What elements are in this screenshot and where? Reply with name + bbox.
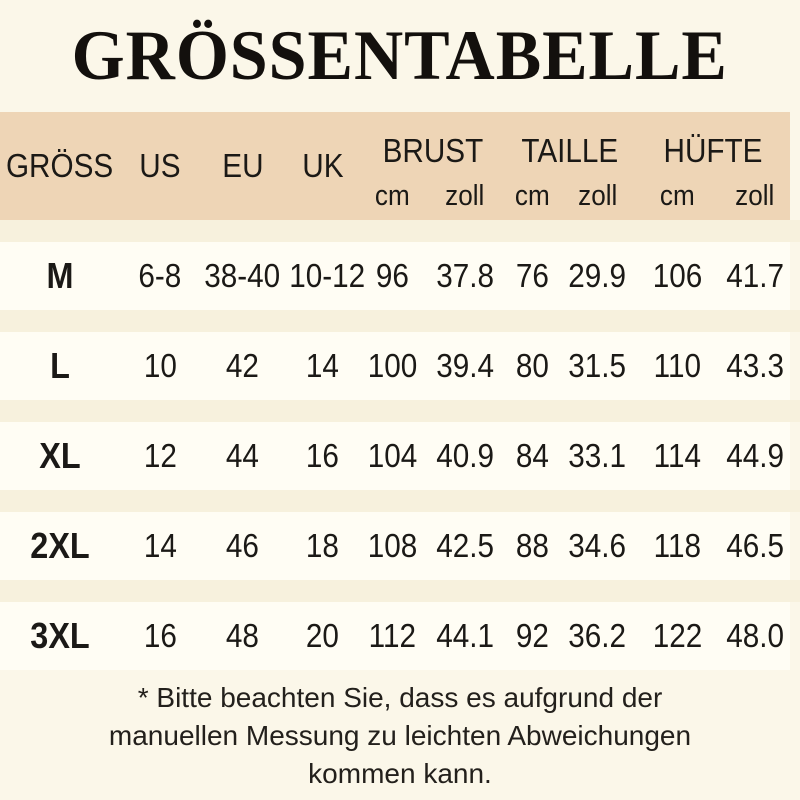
note-line: kommen kann.	[308, 758, 492, 789]
cell-brust-cm: 100	[367, 347, 418, 384]
cell-huefte-zoll: 44.9	[726, 437, 784, 474]
header-uk-label: UK	[301, 147, 344, 184]
cell-size: XL	[39, 435, 81, 476]
table-row	[0, 602, 790, 670]
cell-size: M	[46, 255, 74, 296]
cell-taille-cm: 92	[515, 617, 550, 654]
page-title: GRÖSSENTABELLE	[71, 16, 729, 95]
table-header	[0, 112, 790, 220]
unit-label: cm	[660, 179, 695, 212]
unit-label: zoll	[577, 179, 618, 212]
header-group-taille	[505, 132, 635, 172]
header-size	[0, 147, 120, 185]
cell-brust-zoll: 44.1	[436, 617, 494, 654]
cell-brust-cm: 108	[367, 527, 418, 564]
cell-uk: 20	[305, 617, 340, 654]
cell-eu: 44	[225, 437, 260, 474]
cell-uk: 14	[305, 347, 340, 384]
cell-huefte-zoll: 41.7	[726, 257, 784, 294]
cell-taille-cm: 84	[515, 437, 550, 474]
measurement-note	[0, 670, 800, 793]
cell-taille-zoll: 29.9	[568, 257, 627, 294]
row-separator	[0, 490, 800, 512]
header-group-huefte	[635, 132, 790, 172]
header-size-label: GRÖSS	[6, 147, 114, 184]
header-eu	[200, 147, 285, 185]
cell-eu: 48	[225, 617, 260, 654]
header-unit-taille-zoll	[560, 180, 635, 213]
header-us	[120, 147, 200, 185]
cell-taille-zoll: 36.2	[568, 617, 627, 654]
cell-size: 3XL	[30, 615, 90, 656]
cell-huefte-zoll: 43.3	[726, 347, 784, 384]
cell-huefte-zoll: 48.0	[726, 617, 784, 654]
row-separator	[0, 220, 800, 242]
cell-us: 16	[143, 617, 177, 654]
header-uk	[285, 147, 360, 185]
cell-us: 14	[143, 527, 177, 564]
header-brust-label: BRUST	[382, 132, 483, 169]
cell-brust-cm: 96	[375, 257, 410, 294]
header-taille-label: TAILLE	[521, 132, 619, 169]
header-unit-brust-cm	[360, 180, 425, 213]
cell-taille-cm: 76	[515, 257, 550, 294]
cell-taille-cm: 88	[515, 527, 550, 564]
row-separator	[0, 310, 800, 332]
cell-huefte-cm: 110	[653, 347, 702, 384]
cell-huefte-cm: 106	[652, 257, 703, 294]
row-separator	[0, 400, 800, 422]
cell-brust-zoll: 42.5	[436, 527, 494, 564]
cell-taille-cm: 80	[515, 347, 550, 384]
table-row	[0, 422, 790, 490]
cell-brust-cm: 104	[367, 437, 418, 474]
cell-uk: 10-12	[289, 257, 366, 294]
table-row	[0, 512, 790, 580]
cell-huefte-cm: 122	[652, 617, 703, 654]
cell-eu: 46	[225, 527, 260, 564]
row-separator	[0, 580, 800, 602]
header-group-brust	[360, 132, 505, 172]
unit-label: zoll	[445, 179, 485, 212]
cell-us: 12	[143, 437, 177, 474]
header-unit-taille-cm	[505, 180, 560, 213]
cell-uk: 16	[305, 437, 340, 474]
unit-label: cm	[375, 179, 410, 212]
header-unit-huefte-cm	[635, 180, 720, 213]
header-us-label: US	[139, 147, 181, 184]
cell-huefte-zoll: 46.5	[726, 527, 784, 564]
cell-us: 10	[143, 347, 177, 384]
cell-brust-zoll: 37.8	[436, 257, 494, 294]
cell-taille-zoll: 34.6	[568, 527, 627, 564]
cell-huefte-cm: 114	[653, 437, 702, 474]
unit-label: zoll	[735, 179, 775, 212]
cell-huefte-cm: 118	[653, 527, 702, 564]
table-row	[0, 242, 790, 310]
note-line: * Bitte beachten Sie, dass es aufgrund der	[137, 682, 663, 713]
cell-eu: 38-40	[204, 257, 281, 294]
cell-brust-zoll: 39.4	[436, 347, 494, 384]
cell-size: L	[50, 345, 70, 386]
cell-us: 6-8	[138, 257, 182, 294]
table-row	[0, 332, 790, 400]
header-unit-huefte-zoll	[720, 180, 790, 213]
unit-label: cm	[515, 179, 550, 212]
cell-size: 2XL	[30, 525, 90, 566]
header-unit-brust-zoll	[425, 180, 505, 213]
note-line: manuellen Messung zu leichten Abweichungen	[108, 720, 692, 751]
header-eu-label: EU	[221, 147, 264, 184]
cell-taille-zoll: 31.5	[568, 347, 627, 384]
cell-taille-zoll: 33.1	[568, 437, 627, 474]
cell-uk: 18	[305, 527, 340, 564]
size-chart-header	[0, 0, 800, 112]
header-huefte-label: HÜFTE	[663, 132, 762, 169]
cell-brust-cm: 112	[368, 617, 417, 654]
cell-eu: 42	[225, 347, 260, 384]
cell-brust-zoll: 40.9	[436, 437, 494, 474]
